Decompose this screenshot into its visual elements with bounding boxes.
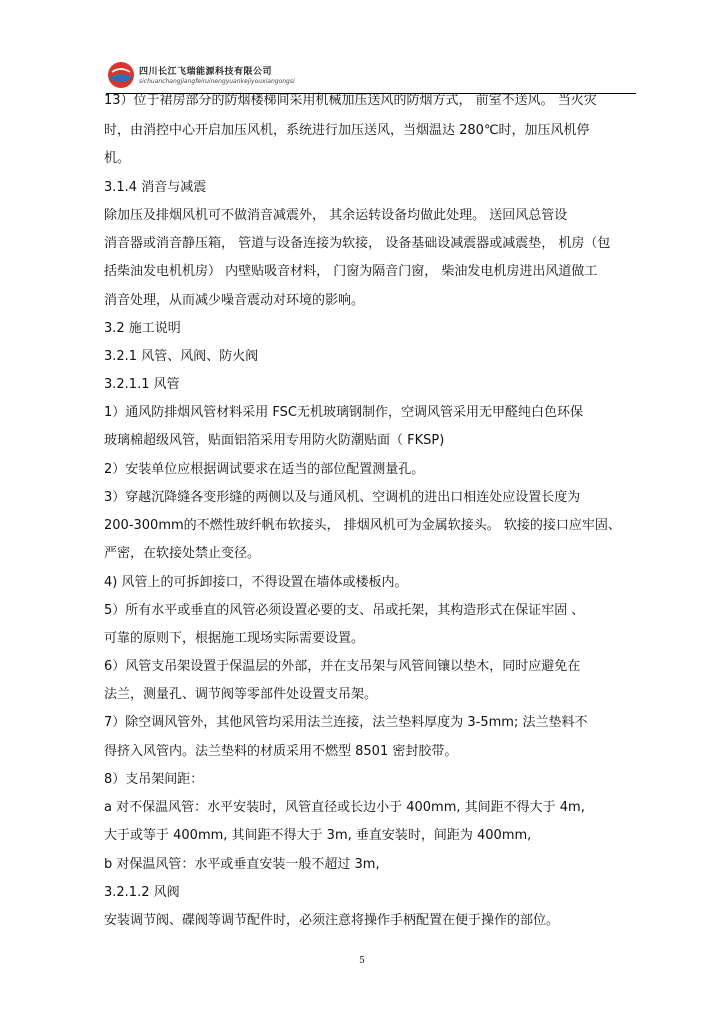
text-line: 括柴油发电机机房） 内壁贴吸音材料， 门窗为隔音门窗， 柴油发电机房进出风道做工 [104, 264, 598, 279]
text-line: 得挤入风管内。法兰垫料的材质采用不燃型 8501 密封胶带。 [104, 744, 458, 759]
text-line: 3）穿越沉降缝各变形缝的两侧以及与通风机、空调机的进出口相连处应设置长度为 [104, 490, 581, 505]
text-line: 8）支吊架间距： [104, 772, 204, 787]
section-heading: 3.2.1 风管、风阀、防火阀 [104, 349, 259, 364]
section-heading: 3.2 施工说明 [104, 321, 181, 336]
text-line: 时，由消控中心开启加压风机，系统进行加压送风，当烟温达 280℃时，加压风机停 [104, 123, 590, 138]
section-heading: 3.2.1.2 风阀 [104, 885, 180, 900]
text-line: 2）安装单位应根据调试要求在适当的部位配置测量孔。 [104, 462, 425, 477]
text-line: 消音器或消音静压箱， 管道与设备连接为软接， 设备基础设减震器或减震垫， 机房（包 [104, 236, 611, 251]
text-line: 法兰，测量孔、调节阀等零部件处设置支吊架。 [104, 687, 378, 702]
company-logo-icon [106, 60, 136, 90]
text-line: 玻璃棉超级风管，贴面铝箔采用专用防火防潮贴面（ FKSP) [104, 433, 445, 448]
text-line: 除加压及排烟风机可不做消音减震外， 其余运转设备均做此处理。 送回风总管设 [104, 208, 568, 223]
text-line: 200-300mm的不燃性玻纤帆布软接头， 排烟风机可为金属软接头。 软接的接口应牢固、 [104, 518, 621, 533]
text-line: 消音处理，从而减少噪音震动对环境的影响。 [104, 293, 365, 308]
page-header [106, 60, 666, 92]
text-line: 安装调节阀、碟阀等调节配件时，必须注意将操作手柄配置在便于操作的部位。 [104, 913, 560, 928]
text-line: 可靠的原则下，根据施工现场实际需要设置。 [104, 631, 365, 646]
company-name-en: sichuanchangjiangfeiruinengyuankejiyouxiangongsi [139, 78, 295, 85]
text-line: 7）除空调风管外，其他风管均采用法兰连接，法兰垫料厚度为 3-5mm; 法兰垫料不 [104, 715, 588, 730]
text-line: 5）所有水平或垂直的风管必须设置必要的支、吊或托架，其构造形式在保证牢固 、 [104, 603, 585, 618]
text-line: 6）风管支吊架设置于保温层的外部，并在支吊架与风管间镶以垫木，同时应避免在 [104, 659, 581, 674]
text-line: 4) 风管上的可拆卸接口，不得设置在墙体或楼板内。 [104, 575, 408, 590]
company-name-cn: 四川长江飞瑞能源科技有限公司 [139, 67, 273, 77]
text-line: 1）通风防排烟风管材料采用 FSC无机玻璃钢制作，空调风管采用无甲醛纯白色环保 [104, 405, 583, 420]
text-line: 严密，在软接处禁止变径。 [104, 546, 261, 561]
text-line: a 对不保温风管：水平安装时，风管直径或长边小于 400mm, 其间距不得大于 4m, [104, 800, 585, 815]
text-line: 机。 [104, 151, 131, 166]
text-line: 13）位于裙房部分的防烟楼梯间采用机械加压送风的防烟方式， 前室不送风。 当火灾 [104, 93, 597, 108]
section-heading: 3.2.1.1 风管 [104, 377, 180, 392]
section-heading: 3.1.4 消音与减震 [104, 180, 207, 195]
text-line: b 对保温风管：水平或垂直安装一般不超过 3m, [104, 857, 380, 872]
page-number: 5 [359, 956, 365, 966]
text-line: 大于或等于 400mm, 其间距不得大于 3m, 垂直安装时，间距为 400mm, [104, 828, 532, 843]
